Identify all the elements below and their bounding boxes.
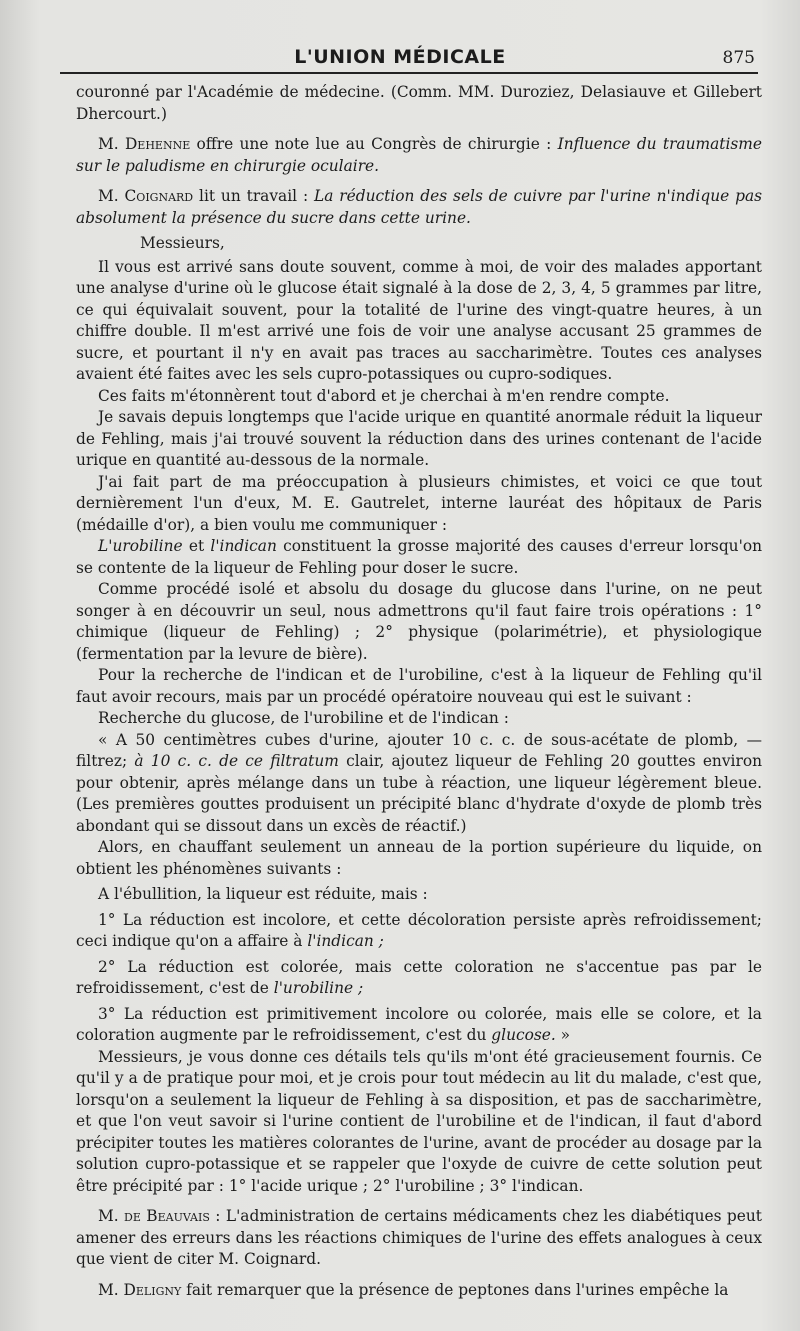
running-title: L'UNION MÉDICALE	[294, 46, 506, 68]
speaker-name: M. de Beauvais	[98, 1207, 210, 1225]
paragraph: M. Coignard lit un travail : La réduction des sels de cuivre par l'urine n'indique pas absolument la présence du sucre dans cette urine.	[76, 187, 763, 227]
paragraph: Je savais depuis longtemps que l'acide urique en quantité anormale réduit la liqueur de Fehling, mais j'ai trouvé souvent la réduction dans des urines contenant de l'acide urique en quantité au-dessous de la normale.	[76, 408, 762, 469]
page-number: 875	[722, 48, 755, 68]
paragraph: Il vous est arrivé sans doute souvent, comme à moi, de voir des malades apportant une analyse d'urine où le glucose était signalé à la dose de 2, 3, 4, 5 grammes par litre, ce qui équivalait souvent, pour la totalité de l'urine des vingt-quatre heures, à un chiffre double. Il m'est arrivé une fois de voir une analyse accusant 25 grammes de sucre, et pourtant il n'y en avait pas traces au saccharimètre. Toutes ces analyses avaient été faites avec les sels cupro-potassiques ou cupro-sodiques.	[76, 257, 762, 383]
paragraph: Comme procédé isolé et absolu du dosage du glucose dans l'urine, on ne peut songer à en découvrir un seul, nous admettrons qu'il faut faire trois opérations : 1° chimique (liqueur de Fehling) ; 2° physique (polarimétrie), et physiologique (fermentation par la levure de bière).	[76, 580, 762, 663]
speaker-name: M. Coignard	[98, 187, 194, 205]
paragraph: M. Dehenne offre une note lue au Congrès de chirurgie : Influence du traumatisme sur le paludisme en chirurgie oculaire.	[76, 135, 762, 175]
quoted-procedure: « A 50 centimètres cubes d'urine, ajouter 10 c. c. de sous-acétate de plomb, — filtrez; à 10 c. c. de ce filtratum clair, ajoutez liqueur de Fehling 20 gouttes environ pour obtenir, après mélange dans un tube à réaction, une liqueur légèrement bleue. (Les premières gouttes produisent un précipité blanc d'hydrate d'oxyde de plomb très abondant qui se dissout dans un excès de réactif.)	[76, 730, 762, 835]
paragraph: M. Deligny fait remarquer que la présence de peptones dans l'urines empêche la	[98, 1280, 729, 1299]
list-item: 3° La réduction est primitivement incolore ou colorée, mais elle se colore, et la coloration augmente par le refroidissement, c'est du glucose. »	[76, 1004, 762, 1044]
paragraph: Messieurs, je vous donne ces détails tels qu'ils m'ont été gracieusement fournis. Ce qu'il y a de pratique pour moi, et je crois pour tout médecin au lit du malade, c'est que, lorsqu'on a seulement la liqueur de Fehling à sa disposition, et pas de saccharimètre, et que l'on veut savoir si l'urine contient de l'urobiline et de l'indican, il faut d'abord précipiter toutes les matières colorantes de l'urine, avant de procéder au dosage par la solution cupro-potassique et se rappeler que l'oxyde de cuivre de cette solution peut être précipité par : 1° l'acide urique ; 2° l'urobiline ; 3° l'indican.	[76, 1047, 762, 1195]
list-item: 1° La réduction est incolore, et cette décoloration persiste après refroidissement; ceci indique qu'on a affaire à l'indican ;	[76, 910, 762, 950]
paragraph: J'ai fait part de ma préoccupation à plusieurs chimistes, et voici ce que tout dernièrement l'un d'eux, M. E. Gautrelet, interne lauréat des hôpitaux de Paris (médaille d'or), a bien voulu me communiquer :	[76, 472, 762, 534]
paragraph: Ces faits m'étonnèrent tout d'abord et je cherchai à m'en rendre compte.	[98, 386, 670, 405]
list-item: 2° La réduction est colorée, mais cette coloration ne s'accentue pas par le refroidissement, c'est de l'urobiline ;	[76, 957, 762, 997]
paragraph: M. de Beauvais : L'administration de certains médicaments chez les diabétiques peut amener des erreurs dans les réactions chimiques de l'urine des effets analogues à ceux que vient de citer M. Coignard.	[76, 1207, 762, 1268]
paragraph: A l'ébullition, la liqueur est réduite, mais :	[98, 885, 428, 903]
paragraph: Pour la recherche de l'indican et de l'urobiline, c'est à la liqueur de Fehling qu'il faut avoir recours, mais par un procédé opératoire nouveau qui est le suivant :	[76, 666, 762, 706]
paragraph: couronné par l'Académie de médecine. (Comm. MM. Duroziez, Delasiauve et Gillebert Dhercourt.)	[76, 83, 762, 123]
paragraph: L'urobiline et l'indican constituent la grosse majorité des causes d'erreur lorsqu'on se contente de la liqueur de Fehling pour doser le sucre.	[76, 537, 762, 577]
paragraph: Alors, en chauffant seulement un anneau de la portion supérieure du liquide, on obtient les phénomènes suivants :	[76, 838, 762, 878]
page-header	[0, 44, 800, 74]
speaker-name: M. Deligny	[98, 1280, 182, 1299]
header-rule	[60, 72, 758, 74]
body-text	[76, 82, 762, 1301]
salutation: Messieurs,	[140, 234, 225, 252]
paragraph: Recherche du glucose, de l'urobiline et de l'indican :	[98, 709, 509, 727]
speaker-name: M. Dehenne	[98, 135, 191, 153]
